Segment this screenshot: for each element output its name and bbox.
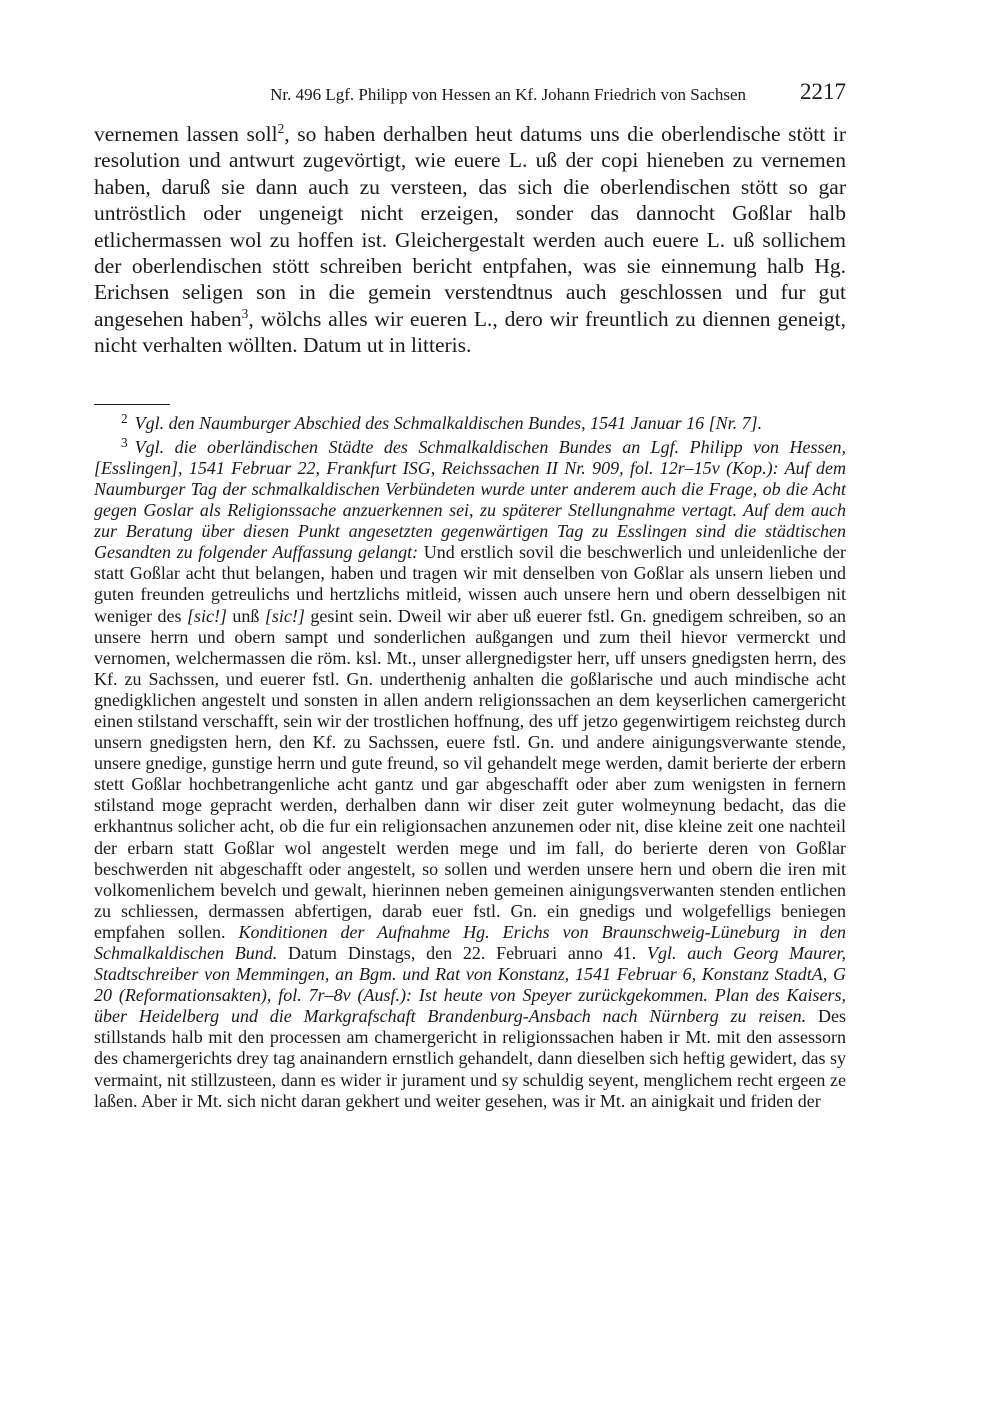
running-header [94, 80, 846, 110]
footnotes [94, 413, 846, 1112]
footnote-mark: 2 [121, 411, 128, 427]
footnote-text-segment: Datum Dinstags, den 22. Februari anno 41. [277, 943, 637, 963]
page-number: 2217 [800, 79, 846, 104]
footnote-reference: 2 [277, 120, 285, 136]
main-text-segment: , wölchs alles wir eueren L., dero wir freuntlich zu diennen geneigt, nicht verhalten wöllten. Datum ut in litteris. [94, 306, 846, 358]
footnote-text-segment: gesint sein. Dweil wir aber uß euerer fstl. Gn. gnedigem schreiben, so an unsere herrn und obern sampt und sonderlichen außgangen und zum theil hievor vermerckt und vernomen, welchermassen die röm. ksl. Mt., unser allergnedigster herr, uff unsers gnedigsten herrn, des Kf. zu Sachssen, und euerer fstl. Gn. underthenig anhalten die goßlarische und auch mindische acht gnedigklichen angestelt und sonsten in allen andern religionssachen an dem keyserlichen camergericht einen stilstand verschafft, sein wir der trostlichen hoffnung, des uff jetzo gegenwirtigem reichsteg durch unsern gnedigsten hern, den Kf. zu Sachssen, euere fstl. Gn. und andere ainigungsverwante stende, unsere gnedige, gunstige herrn und gute freund, so vil gehandelt mege werden, damit berierte der erbern stett Goßlar hochbetrangenliche acht gantz und gar abgeschafft oder aber zum wenigsten in fernern stilstand moge gepracht werden, derhalben dann wir diser zeit guter wolmeynung bedacht, das die erkhantnus solicher acht, ob die fur ein religionsachen anzunemen oder nit, dise kleine zeit one nachteil der erbarn statt Goßlar wol angestelt werden mege und im fall, do berierte deren von Goßlar beschwerden nit abgeschafft oder angestelt, so sollen und werden unsere hern und obern die iren mit volkomenlichem bevelch und gewalt, hierinnen neben gemeinen ainigungsverwanten stenden entlichen zu schliessen, dermassen abfertigen, darab euer fstl. Gn. ein gnedigs und wolgefelligs beniegen empfahen sollen. [94, 605, 847, 942]
footnote-text-segment: Konditionen der Aufnahme Hg. Erichs von Braunschweig-Lüneburg in den Schmalkaldischen Bund. [94, 921, 846, 963]
footnote-text-segment: unß [226, 605, 265, 626]
footnote-text-segment: Vgl. auch Georg Maurer, Stadtschreiber von Memmingen, an Bgm. und Rat von Konstanz, 1541 Februar 6, Konstanz StadtA, G 20 (Reformationsakten), fol. 7r–8v (Ausf.): Ist heute von Speyer zurückgekommen. Plan des Kaisers, über Heidelberg und die Markgrafschaft Brandenburg-Ansbach nach Nürnberg zu reisen. [94, 943, 846, 1027]
footnote-separator [94, 404, 170, 405]
main-text-segment: vernemen lassen soll [94, 122, 278, 146]
footnote-reference: 3 [241, 305, 249, 321]
footnote-text-segment: Vgl. den Naumburger Abschied des Schmalkaldischen Bundes, 1541 Januar 16 [Nr. 7]. [134, 412, 763, 433]
footnote-text-segment: [sic!] [264, 605, 305, 626]
footnote-text-segment: Vgl. die oberländischen Städte des Schmalkaldischen Bundes an Lgf. Philipp von Hessen, [Esslingen], 1541 Februar 22, Frankfurt ISG, Reichssachen II Nr. 909, fol. 12r–15v (Kop.): Auf dem Naumburger Tag der schmalkaldischen Verbündeten wurde unter anderem auch die Frage, ob die Acht gegen Goslar als Religionssache anzuerkennen sei, zu späterer Stellungnahme vertagt. Auf dem auch zur Beratung über diesen Punkt angesetzten gegenwärtigen Tag zu Esslingen sind die städtischen Gesandten zu folgender Auffassung gelangt: [94, 436, 846, 563]
footnote-text-segment: Des stillstands halb mit den processen am chamergericht in religionssachen haben ir Mt. mit den assessorn des chamergerichts drey tag anainandern ernstlich gehandelt, dann dieselben sich heftig gewidert, das sy vermaint, nit stillzusteen, dann es wider ir jurament und sy schuldig seyent, menglichem recht ergeen ze laßen. Aber ir Mt. sich nicht daran gekhert und weiter gesehen, was ir Mt. an ainigkait und friden der [94, 1006, 846, 1111]
main-text [94, 121, 846, 359]
running-title: Nr. 496 Lgf. Philipp von Hessen an Kf. Johann Friedrich von Sachsen [270, 85, 746, 104]
footnote-text-segment: Und erstlich sovil die beschwerlich und unleidenliche der statt Goßlar acht thut belangen, haben und tragen wir mit denselben von Goßlar als unsern lieben und guten freunden getreulichs und hertzlichs mitleid, wissen auch unsere hern und obern desselbigen nit weniger des [94, 542, 846, 626]
footnote-2 [94, 413, 846, 434]
footnote-mark: 3 [121, 435, 128, 451]
footnote-text-segment: [sic!] [186, 605, 227, 626]
footnote-3 [94, 437, 846, 1112]
document-page [94, 80, 846, 1112]
main-text-segment: , so haben derhalben heut datums uns die oberlendische stött ir resolution und antwurt zugevörtigt, wie euere L. uß der copi hieneben zu vernemen haben, daruß sie dann auch zu versteen, das sich die oberlendischen stött so gar untröstlich oder ungeneigt nicht erzeigen, sonder das dannocht Goßlar halb etlichermassen wol zu hoffen ist. Gleichergestalt werden auch euere L. uß sollichem der oberlendischen stött schreiben bericht entpfahen, was sie einnemung halb Hg. Erichsen seligen son in die gemein verstendtnus auch geschlossen und fur gut angesehen haben [94, 122, 846, 331]
